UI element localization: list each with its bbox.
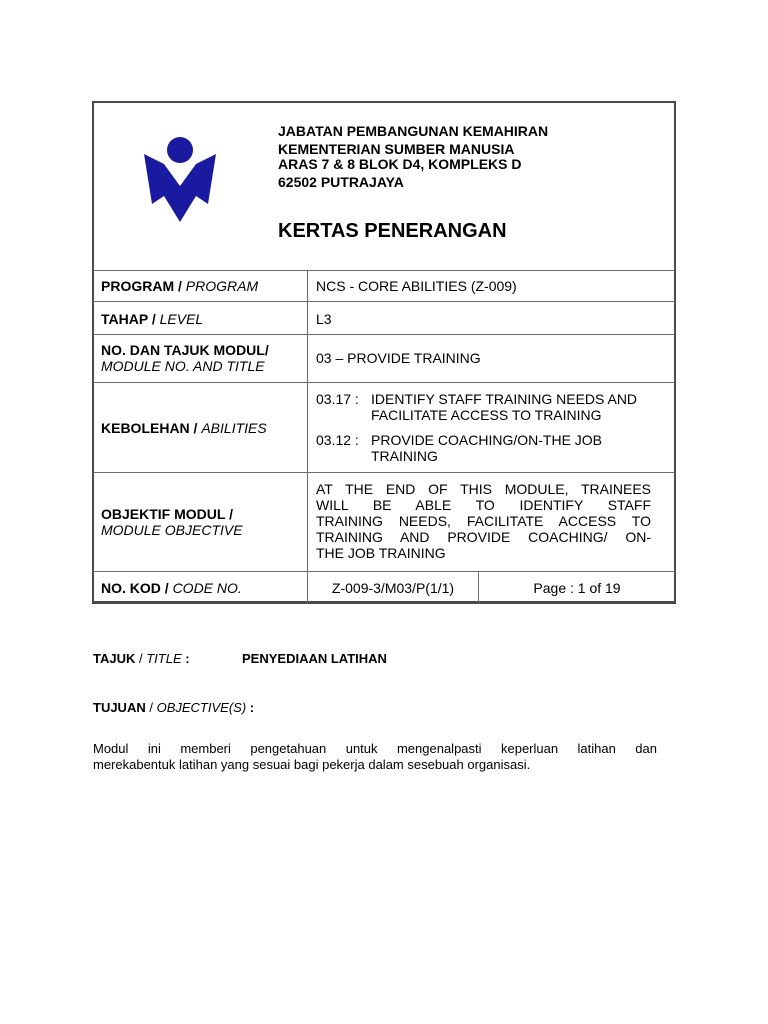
objective-label: OBJEKTIF MODUL / MODULE OBJECTIVE [101, 506, 243, 538]
row-divider [93, 472, 675, 473]
row-divider [93, 382, 675, 383]
column-divider [307, 270, 308, 603]
organization-logo-icon [144, 136, 216, 222]
level-value: L3 [316, 311, 332, 327]
ability-code: 03.12 : [316, 432, 359, 448]
row-divider [93, 270, 675, 271]
row-divider [93, 301, 675, 302]
module-value: 03 – PROVIDE TRAINING [316, 350, 481, 366]
page-number: Page : 1 of 19 [533, 580, 621, 596]
objective-heading: TUJUAN / OBJECTIVE(S) : [93, 700, 255, 715]
level-label: TAHAP / LEVEL [101, 311, 204, 327]
org-ministry-line: KEMENTERIAN SUMBER MANUSIA [278, 141, 515, 157]
code-label: NO. KOD / CODE NO. [101, 580, 242, 596]
title-label: TAJUK / TITLE : [93, 651, 190, 666]
ability-code: 03.17 : [316, 391, 359, 407]
module-label: NO. DAN TAJUK MODUL/ MODULE NO. AND TITLE [101, 342, 269, 374]
document-title: KERTAS PENERANGAN [278, 220, 507, 242]
code-value: Z-009-3/M03/P(1/1) [331, 580, 455, 596]
program-value: NCS - CORE ABILITIES (Z-009) [316, 278, 517, 294]
program-label: PROGRAM / PROGRAM [101, 278, 259, 294]
objective-value: AT THE END OF THIS MODULE, TRAINEES WILL BE ABLE TO IDENTIFY STAFF TRAINING NEEDS, FACILITATE ACCESS TO TRAINING AND PROVIDE COACHING/ ON- THE JOB TRAINING [316, 481, 651, 561]
org-name-line: JABATAN PEMBANGUNAN KEMAHIRAN [278, 123, 549, 139]
ability-item: 03.17 : IDENTIFY STAFF TRAINING NEEDS AND FACILITATE ACCESS TO TRAINING [316, 391, 638, 423]
title-value: PENYEDIAAN LATIHAN [242, 651, 387, 666]
org-postcode-line: 62502 PUTRAJAYA [278, 174, 404, 190]
abilities-label: KEBOLEHAN / ABILITIES [101, 420, 267, 436]
ability-item: 03.12 : PROVIDE COACHING/ON-THE JOB TRAINING [316, 432, 603, 464]
row-divider [93, 571, 675, 572]
org-address-line: ARAS 7 & 8 BLOK D4, KOMPLEKS D [278, 156, 522, 172]
objective-paragraph: Modul ini memberi pengetahuan untuk mengenalpasti keperluan latihan dan merekabentuk latihan yang sesuai bagi pekerja dalam sesebuah organisasi. [93, 741, 657, 772]
row-divider [93, 334, 675, 335]
